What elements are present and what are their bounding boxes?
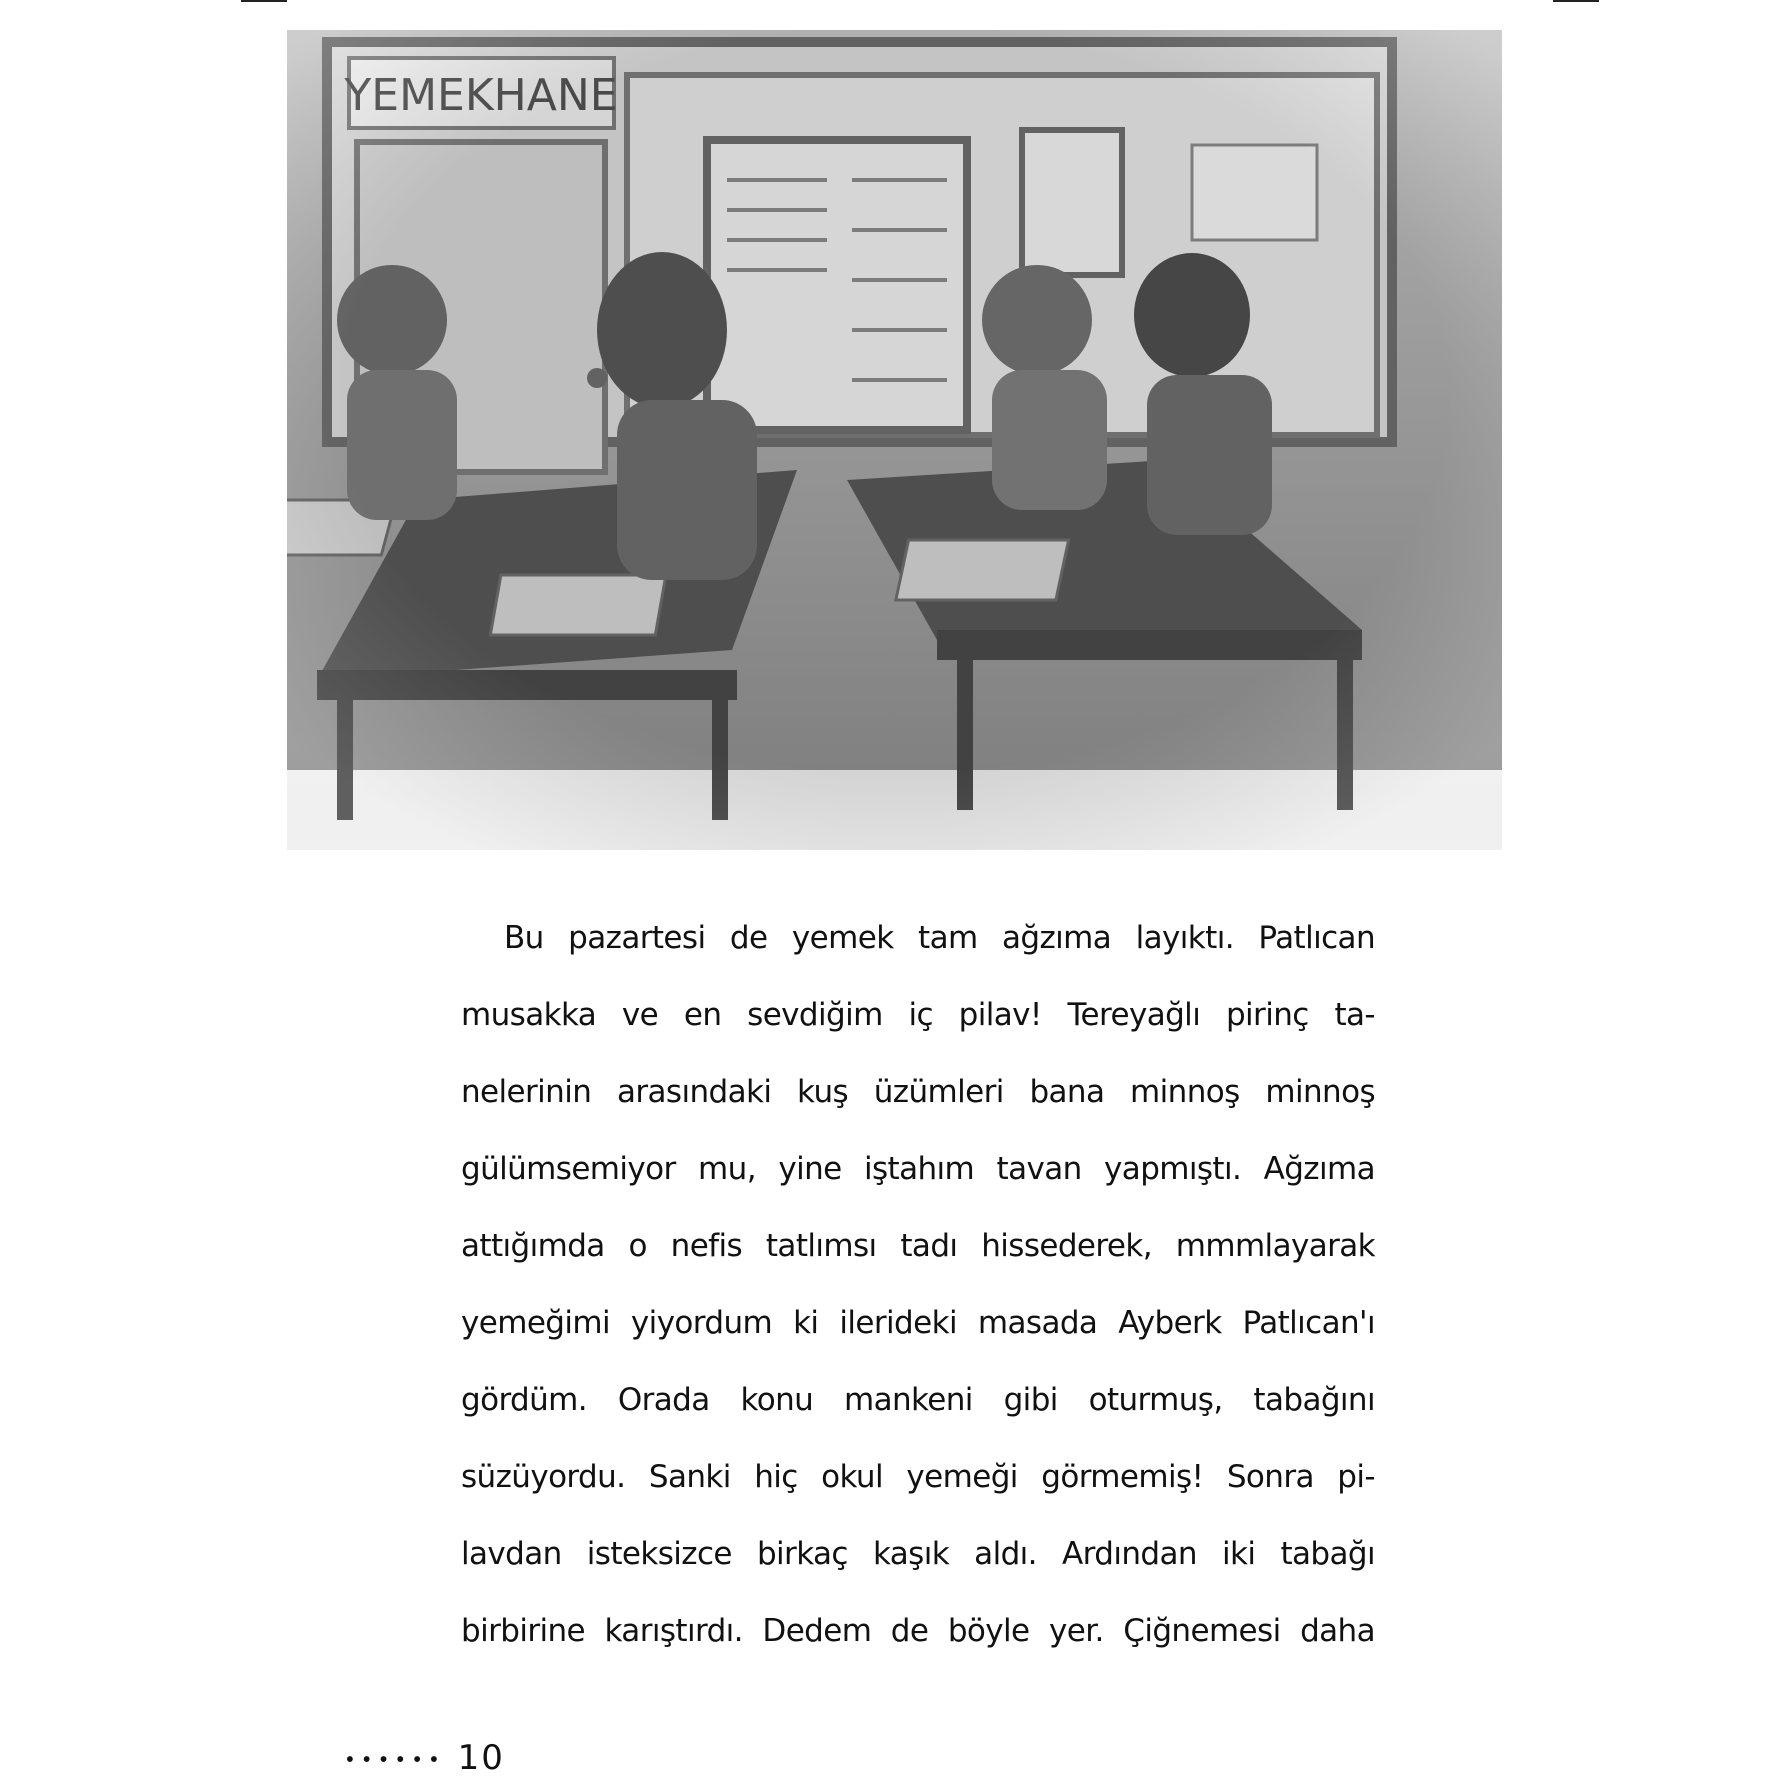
crop-mark-left: [241, 0, 287, 2]
text-line: birbirine karıştırdı. Dedem de böyle yer. Çiğnemesi daha: [461, 1613, 1375, 1649]
body-text: [461, 900, 1375, 1670]
footer-dots: ••••••: [344, 1747, 445, 1772]
text-line: yemeğimi yiyordum ki ilerideki masada Ayberk Patlıcan'ı: [461, 1305, 1375, 1341]
text-line: gülümsemiyor mu, yine iştahım tavan yapmıştı. Ağzıma: [461, 1151, 1375, 1187]
crop-mark-right: [1553, 0, 1599, 2]
page-footer: [344, 1738, 505, 1778]
text-line: Bu pazartesi de yemek tam ağzıma layıktı. Patlıcan: [504, 920, 1375, 956]
sign-text: YEMEKHANE: [344, 70, 618, 121]
text-line: lavdan isteksizce birkaç kaşık aldı. Ardından iki tabağı: [461, 1536, 1375, 1572]
text-line: attığımda o nefis tatlımsı tadı hissederek, mmmlayarak: [461, 1228, 1375, 1264]
text-line: süzüyordu. Sanki hiç okul yemeği görmemiş! Sonra pi-: [461, 1459, 1375, 1495]
text-line: nelerinin arasındaki kuş üzümleri bana minnoş minnoş: [461, 1074, 1375, 1110]
text-line: gördüm. Orada konu mankeni gibi oturmuş, tabağını: [461, 1382, 1375, 1418]
page-number: 10: [457, 1738, 505, 1778]
cafeteria-illustration: [287, 30, 1502, 850]
text-line: musakka ve en sevdiğim iç pilav! Tereyağlı pirinç ta-: [461, 997, 1375, 1033]
